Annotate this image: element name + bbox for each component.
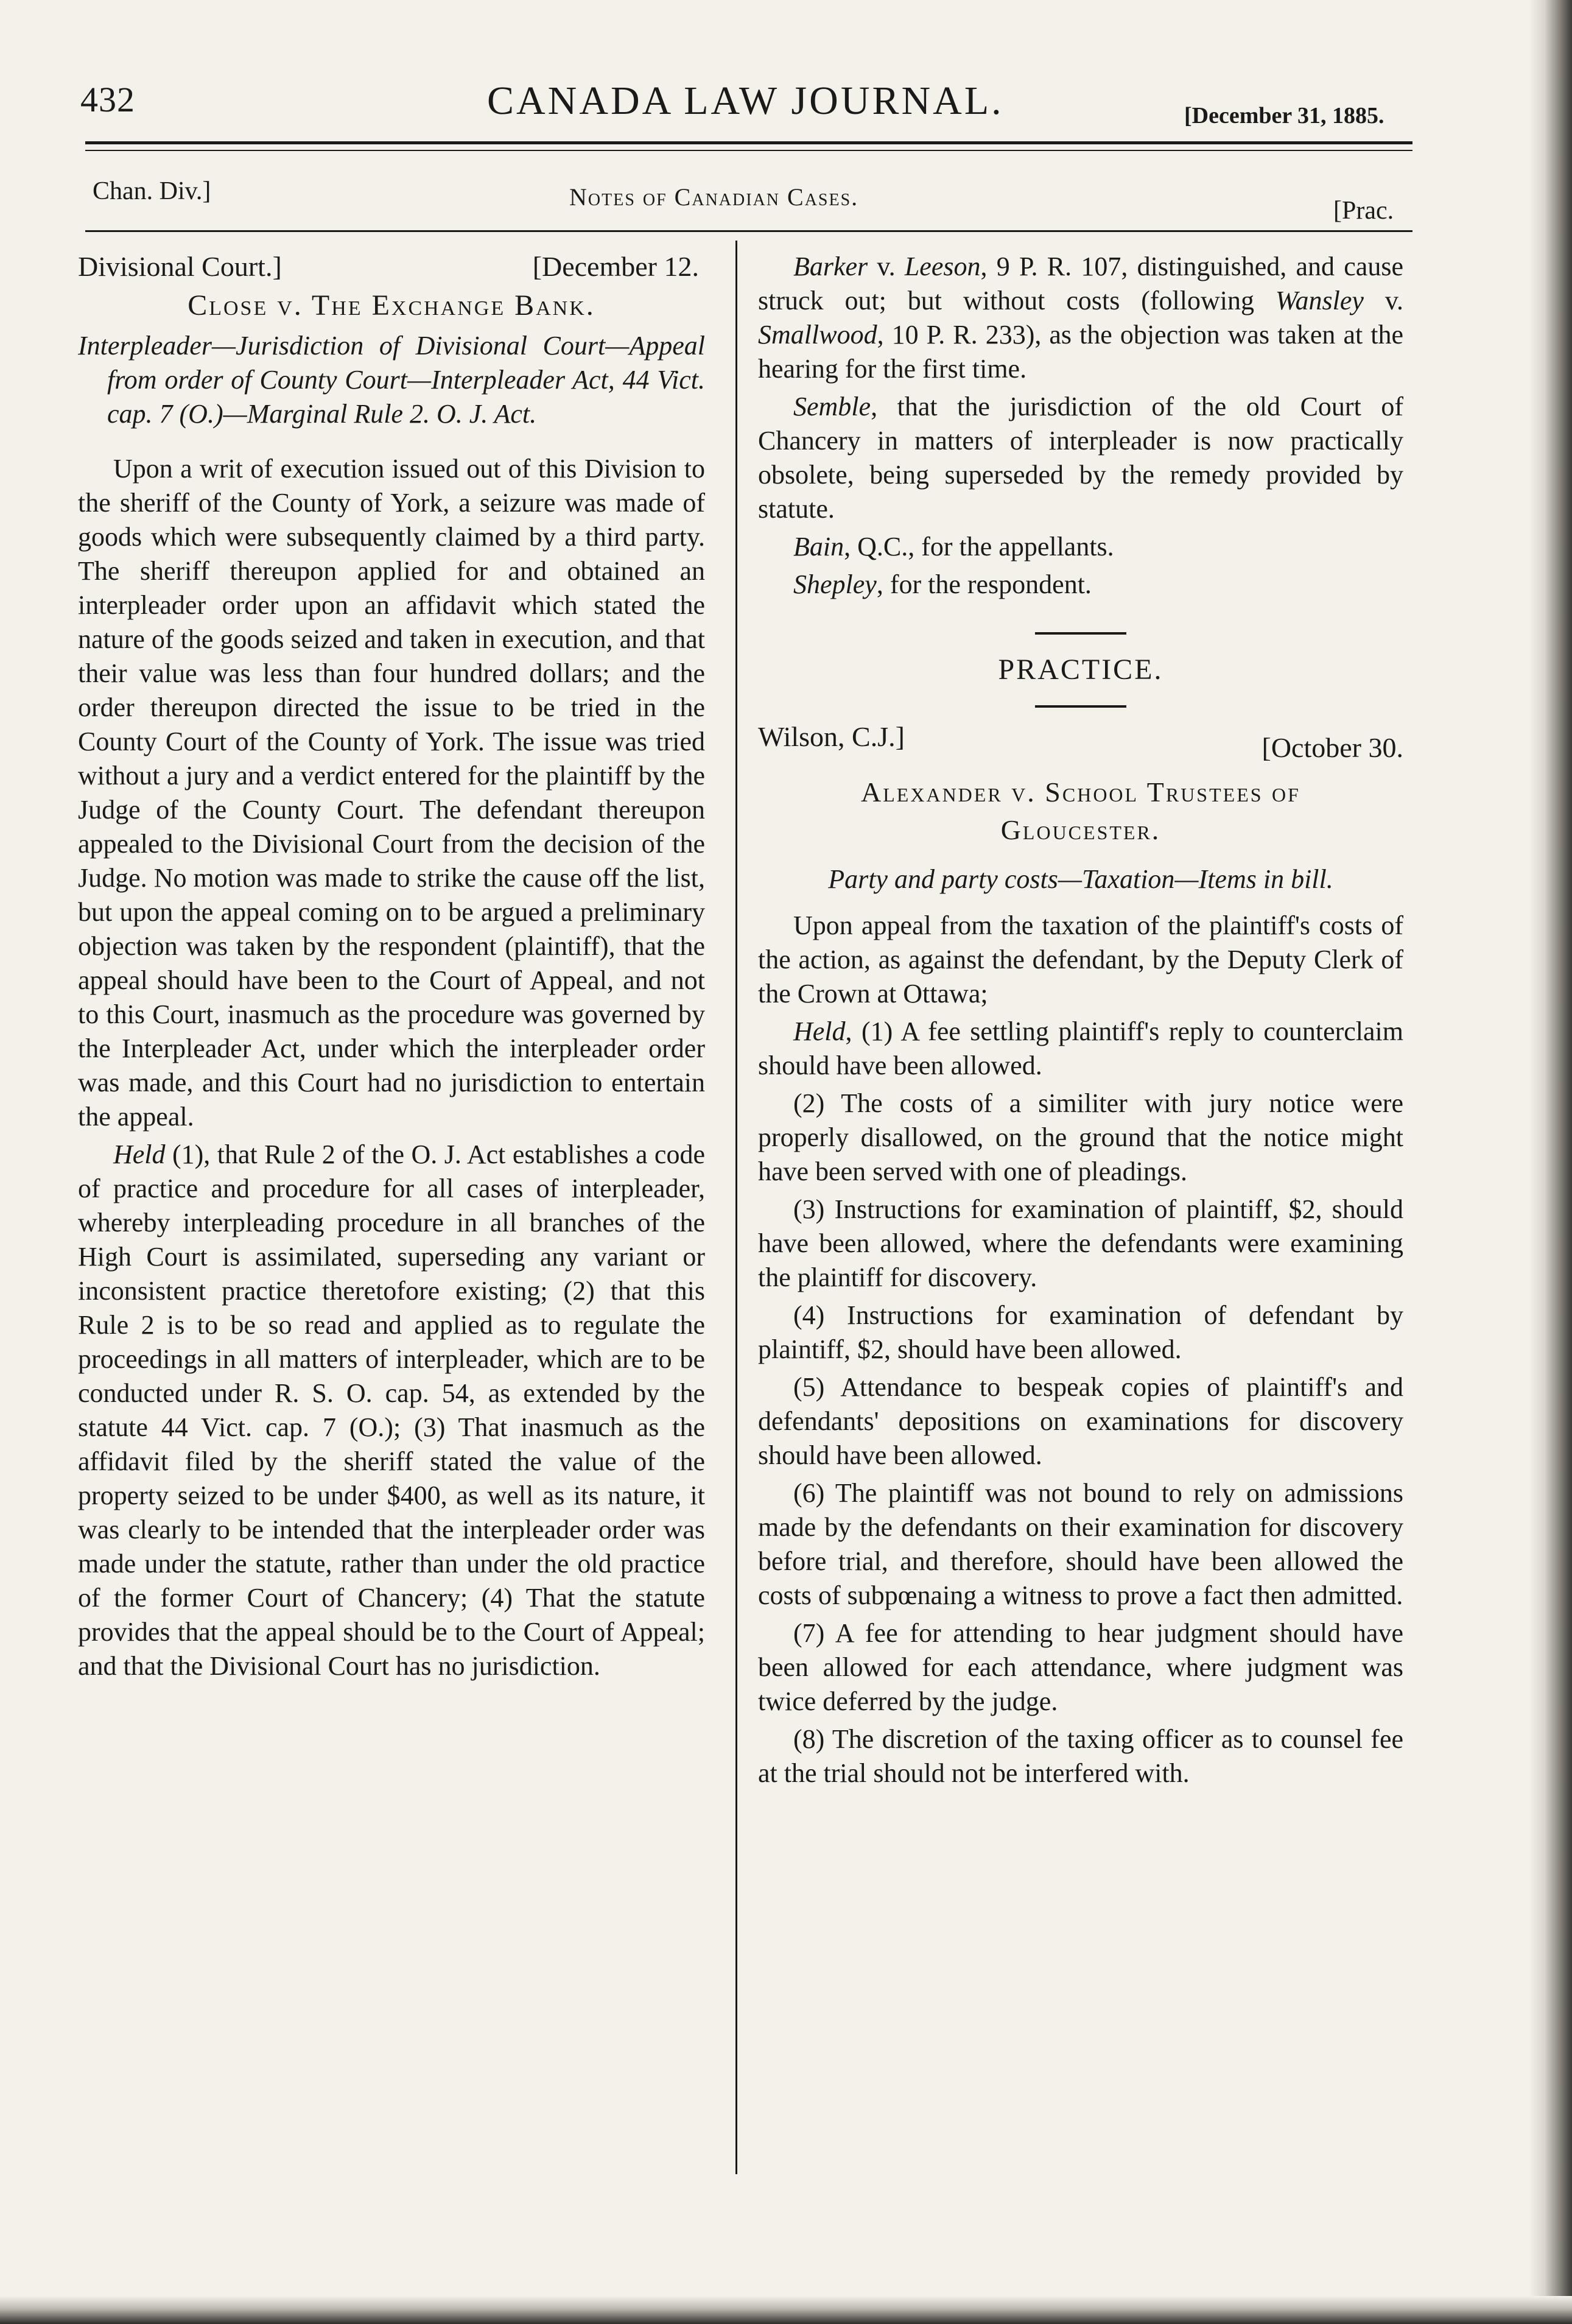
continuation-text: , 9 P. R. 107, distinguished, and cause struck out; but without costs (following (758, 252, 1403, 315)
case-title (758, 773, 1403, 849)
running-head-right: [Prac. (1333, 197, 1394, 225)
case-title: Close v. The Exchange Bank. (188, 289, 595, 322)
intro-paragraph: Upon appeal from the taxation of the plaintiff's costs of the action, as against the defendant, by the Deputy Clerk of the Crown at Ottawa; (758, 910, 1403, 1009)
column-divider (735, 241, 737, 2174)
continuation-text: , 10 P. R. 233), as the objection was taken at the hearing for the first time. (758, 320, 1403, 384)
header-rule-thick (85, 141, 1412, 144)
section-rule (1035, 705, 1126, 708)
scanned-page-edge (1529, 0, 1572, 2324)
holding-item: (8) The discretion of the taxing officer as to counsel fee at the trial should not be interfered with. (758, 1724, 1403, 1788)
headnote: Party and party costs—Taxation—Items in bill. (828, 864, 1333, 894)
court-line (78, 250, 705, 284)
counsel-role: , for the respondent. (876, 569, 1092, 599)
counsel-role: , Q.C., for the appellants. (844, 532, 1114, 562)
holding-item: (7) A fee for attending to hear judgment should have been allowed for each attendance, where judgment was twice deferred by the judge. (758, 1618, 1403, 1716)
semble-label: Semble (793, 392, 871, 421)
header-rule-thin (85, 150, 1412, 151)
holding-item: (3) Instructions for examination of plaintiff, $2, should have been allowed, where the defendants were examining the plaintiff for discovery. (758, 1194, 1403, 1292)
court-name: Divisional Court.] (78, 251, 282, 282)
judge-name: Wilson, C.J.] (758, 721, 905, 752)
judge-date: [October 30. (1261, 732, 1403, 763)
held-label: Held (793, 1016, 846, 1046)
running-head-rule (85, 230, 1412, 232)
case-ref: Wansley (1275, 286, 1364, 315)
continuation-paragraph (758, 250, 1403, 386)
section-rule (1035, 632, 1126, 635)
held-label: Held (113, 1139, 166, 1169)
semble-paragraph (758, 390, 1403, 526)
headnote: Interpleader—Jurisdiction of Divisional Court—Appeal from order of County Court—Interpleader Act, 44 Vict. cap. 7 (O.)—Marginal Rule 2. O. J. Act. (78, 331, 705, 429)
held-paragraph (78, 1138, 705, 1683)
left-column (78, 250, 705, 1687)
holding-text: , (1) A fee settling plaintiff's reply to counterclaim should have been allowed. (758, 1016, 1403, 1080)
counsel-name: Bain (793, 532, 844, 562)
running-head-left: Chan. Div.] (93, 177, 211, 205)
counsel-line (758, 530, 1403, 564)
case-title-line: Gloucester. (1000, 814, 1161, 845)
scanned-bottom-edge (0, 2296, 1572, 2324)
holding-item: (2) The costs of a similiter with jury notice were properly disallowed, on the ground that the notice might have been served with one of pleadings. (758, 1088, 1403, 1186)
held-text: (1), that Rule 2 of the O. J. Act establishes a code of practice and procedure for all cases of interpleader, whereby interpleading procedure in all branches of the High Court is assimilated, superseding any variant or inconsistent practice theretofore existing; (2) that this Rule 2 is to be so read and applied as to regulate the proceedings in all matters of interpleader, which are to be conducted under R. S. O. cap. 54, as extended by the statute 44 Vict. cap. 7 (O.); (3) That inasmuch as the affidavit filed by the sheriff stated the value of the property seized to be under $400, as well as its nature, it was clearly to be intended that the interpleader order was made under the statute, rather than under the old practice of the former Court of Chancery; (4) That the statute provides that the appeal should be to the Court of Appeal; and that the Divisional Court has no jurisdiction. (78, 1139, 705, 1681)
journal-title: CANADA LAW JOURNAL. (487, 79, 1004, 123)
facts-paragraph: Upon a writ of execution issued out of this Division to the sheriff of the County of York, a seizure was made of goods which were subsequently claimed by a third party. The sheriff thereupon applied for and obtained an interpleader order upon an affidavit which stated the nature of the goods seized and taken in execution, and that their value was less than four hundred dollars; and the order thereupon directed the issue to be tried in the County Court of the County of York. The issue was tried without a jury and a verdict entered for the plaintiff by the Judge of the County Court. The defendant thereupon appealed to the Divisional Court from the decision of the Judge. No motion was made to strike the cause off the list, but upon the appeal coming on to be argued a preliminary objection was taken by the respondent (plaintiff), that the appeal should have been to the Court of Appeal, and not to this Court, inasmuch as the procedure was governed by the Interpleader Act, under which the interpleader order was made, and this Court had no jurisdiction to entertain the appeal. (78, 454, 705, 1132)
court-date: [December 12. (532, 251, 699, 282)
right-column (758, 250, 1403, 1794)
holding-item (758, 1015, 1403, 1083)
running-head-center: Notes of Canadian Cases. (569, 183, 859, 211)
holding-item: (5) Attendance to bespeak copies of plaintiff's and defendants' depositions on examinations for discovery should have been allowed. (758, 1372, 1403, 1470)
holding-item: (4) Instructions for examination of defendant by plaintiff, $2, should have been allowed. (758, 1300, 1403, 1364)
issue-date: [December 31, 1885. (1184, 103, 1384, 129)
semble-text: , that the jurisdiction of the old Court of Chancery in matters of interpleader is now practically obsolete, being superseded by the remedy provided by statute. (758, 392, 1403, 524)
page-number: 432 (80, 80, 135, 119)
case-ref: Leeson (904, 252, 981, 281)
judge-line (758, 720, 1403, 765)
case-ref-v: v. (1363, 286, 1403, 315)
case-ref: Smallwood (758, 320, 877, 350)
case-title-line: Alexander v. School Trustees of (861, 776, 1300, 808)
case-ref: Barker (793, 252, 868, 281)
holding-item: (6) The plaintiff was not bound to rely on admissions made by the defendants on their examination for discovery before trial, and therefore, should have been allowed the costs of subpœnaing a witness to prove a fact then admitted. (758, 1478, 1403, 1610)
case-ref-v: v. (868, 252, 905, 281)
section-heading: PRACTICE. (998, 653, 1163, 686)
counsel-name: Shepley (793, 569, 877, 599)
counsel-line (758, 568, 1403, 602)
